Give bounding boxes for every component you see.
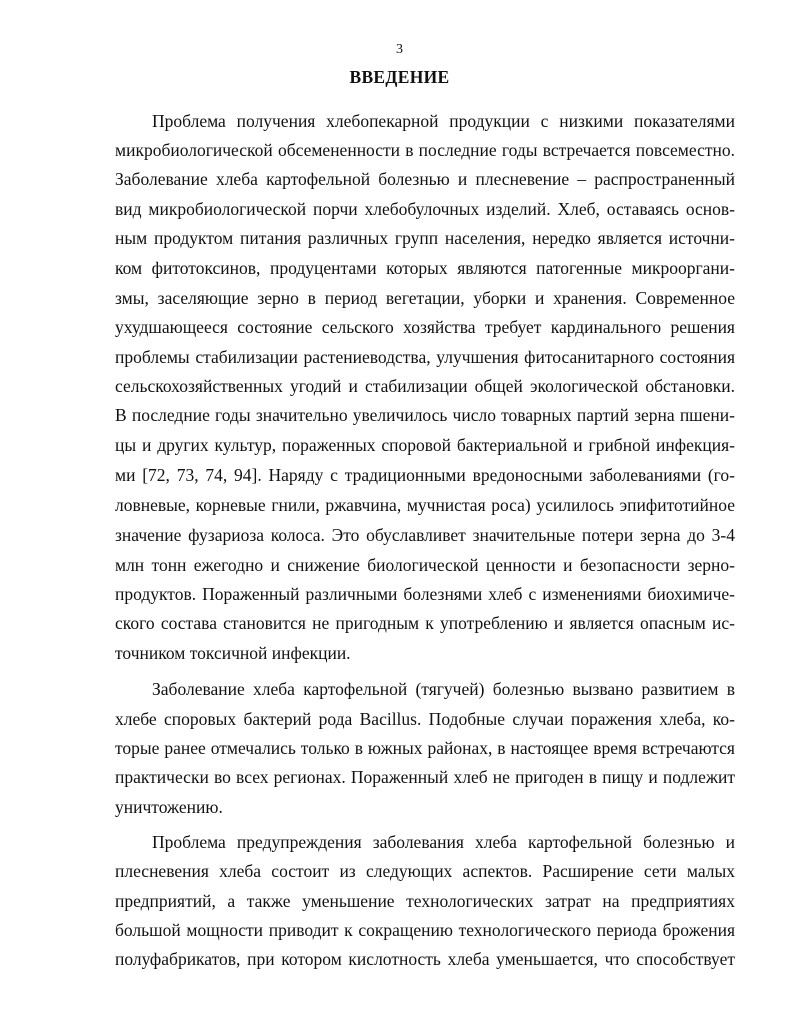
text-line: продуктов. Пораженный различными болезнями хлеб с изменениями биохимиче- [115, 584, 735, 604]
text-line: ком фитотоксинов, продуцентами которых являются патогенные микрооргани- [115, 258, 735, 278]
text-line: ловневые, корневые гнили, ржавчина, мучнистая роса) усилилось эпифитотийное [115, 495, 735, 515]
text-line: точником токсичной инфекции. [115, 643, 351, 663]
text-line: предприятий, а также уменьшение технологических затрат на предприятиях [115, 891, 735, 911]
text-line: значение фузариоза колоса. Это обуславливет значительные потери зерна до 3-4 [115, 525, 735, 545]
text-line: уничтожению. [115, 797, 223, 817]
text-line: полуфабрикатов, при котором кислотность хлеба уменьшается, что способствует [115, 949, 735, 969]
text-line: Проблема получения хлебопекарной продукции с низкими показателями [152, 111, 735, 131]
text-line: ухудшающееся состояние сельского хозяйства требует кардинального решения [115, 317, 735, 337]
text-line: ным продуктом питания различных групп населения, нередко является источни- [115, 228, 735, 248]
text-line: проблемы стабилизации растениеводства, улучшения фитосанитарного состояния [115, 347, 735, 367]
text-line: торые ранее отмечались только в южных районах, в настоящее время встречаются [115, 738, 735, 758]
text-line: сельскохозяйственных угодий и стабилизации общей экологической обстановки. [115, 376, 735, 396]
text-line: млн тонн ежегодно и снижение биологической ценности и безопасности зерно- [115, 555, 735, 575]
page-title: ВВЕДЕНИЕ [349, 67, 450, 87]
text-line: вид микробиологической порчи хлебобулочных изделий. Хлеб, оставаясь основ- [115, 199, 735, 219]
text-line: Заболевание хлеба картофельной болезнью и плесневение – распространенный [115, 169, 735, 189]
text-line: плесневения хлеба состоит из следующих аспектов. Расширение сети малых [115, 861, 735, 881]
text-line: змы, заселяющие зерно в период вегетации, уборки и хранения. Современное [115, 288, 735, 308]
text-line: хлебе споровых бактерий рода Bacillus. Подобные случаи поражения хлеба, ко- [115, 709, 735, 729]
text-line: Заболевание хлеба картофельной (тягучей) болезнью вызвано развитием в [152, 679, 735, 699]
text-line: цы и других культур, пораженных споровой бактериальной и грибной инфекция- [115, 435, 735, 455]
text-line: микробиологической обсемененности в последние годы встречается повсеместно. [115, 140, 735, 160]
text-line: Проблема предупреждения заболевания хлеба картофельной болезнью и [152, 832, 735, 852]
text-line: практически во всех регионах. Пораженный хлеб не пригоден в пищу и подлежит [115, 767, 735, 787]
text-line: ского состава становится не пригодным к употреблению и является опасным ис- [115, 613, 735, 633]
text-line: большой мощности приводит к сокращению технологического периода брожения [115, 920, 735, 940]
text-line: ми [72, 73, 74, 94]. Наряду с традиционными вредоносными заболеваниями (го- [115, 465, 735, 485]
text-line: В последние годы значительно увеличилось число товарных партий зерна пшени- [115, 405, 735, 425]
page-number: 3 [396, 42, 403, 57]
